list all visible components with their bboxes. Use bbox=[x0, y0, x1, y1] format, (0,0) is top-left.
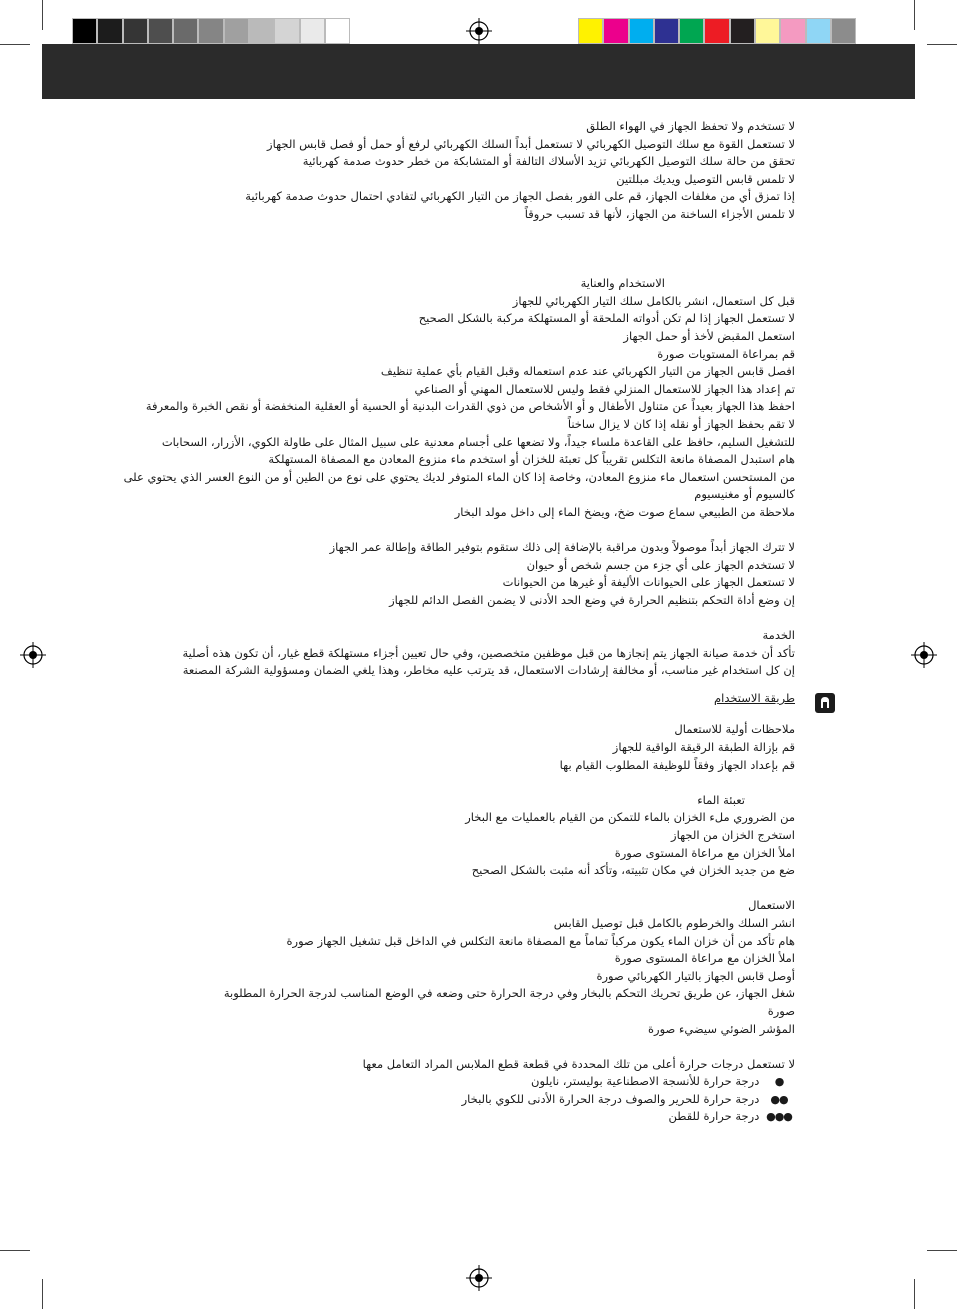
registration-mark-icon bbox=[20, 642, 46, 668]
color-swatch bbox=[224, 18, 249, 44]
color-swatch bbox=[123, 18, 148, 44]
temperature-label: درجة حرارة للقطن bbox=[668, 1109, 760, 1124]
color-swatch bbox=[704, 18, 729, 44]
text-line: احفظ هذا الجهاز بعيداً عن متناول الأطفال و أو الأشخاص من ذوي القدرات البدنية أو الحسية أو العقلية المنخفضة أو نقص الخبرة والمعرفة bbox=[145, 399, 795, 414]
color-swatch bbox=[148, 18, 173, 44]
iron-section-icon bbox=[815, 693, 835, 713]
color-swatch bbox=[730, 18, 755, 44]
color-swatch bbox=[679, 18, 704, 44]
text-line: استخرج الخزان من الجهاز bbox=[671, 827, 795, 842]
crop-mark bbox=[914, 0, 915, 30]
color-swatch-bar bbox=[578, 18, 856, 44]
text-line: لا تستعمل الجهاز على الحيوانات الأليفة أو غيرها من الحيوانات bbox=[502, 575, 795, 590]
text-line: لا تستعمل القوة مع سلك التوصيل الكهربائي لا تستعمل أبداً السلك الكهربائي لرفع أو حمل أو فصل قابس الجهاز bbox=[267, 136, 795, 151]
text-line: شغل الجهاز، عن طريق تحريك التحكم بالبخار وفي درجة الحرارة حتى وضعه في الوضع المناسب لدرجة الحرارة المطلوبة bbox=[223, 986, 795, 1001]
color-swatch bbox=[325, 18, 350, 44]
text-line: استعمل المقبض لأخذ أو حمل الجهاز bbox=[623, 328, 795, 343]
text-line: صورة bbox=[767, 1003, 795, 1018]
service-section bbox=[105, 627, 795, 680]
text-line: انشر السلك والخرطوم بالكامل قبل توصيل القابس bbox=[553, 915, 795, 930]
text-line: قبل كل استعمال، انشر بالكامل سلك التيار الكهربائي للجهاز bbox=[512, 293, 795, 308]
method-section bbox=[105, 690, 795, 1126]
crop-mark bbox=[927, 1250, 957, 1251]
crop-mark bbox=[42, 0, 43, 30]
text-line: المؤشر الضوئي سيضيء صورة bbox=[648, 1021, 795, 1036]
safety-section bbox=[105, 118, 795, 224]
registration-mark-icon bbox=[911, 642, 937, 668]
section-heading: ملاحظات أولية للاستعمال bbox=[674, 722, 795, 737]
text-line: للتشغيل السليم، حافظ على القاعدة ملساء جيداً، ولا تضعها على أجسام معدنية على سبيل المثال على طاولة الكوي، الأزرار، السحابات bbox=[161, 434, 795, 449]
color-swatch bbox=[97, 18, 122, 44]
temperature-row bbox=[105, 1073, 795, 1091]
text-line: تأكد أن خدمة صيانة الجهاز يتم إنجازها من قبل موظفين متخصصين، وفي حال تعيين أجزاء مستهلكة قطع غيار، أن تكون هذه أصلية bbox=[182, 645, 795, 660]
registration-mark-icon bbox=[466, 1265, 492, 1291]
text-line: املأ الخزان مع مراعاة المستوى صورة bbox=[614, 845, 795, 860]
section-heading: تعبئة الماء bbox=[697, 792, 745, 807]
temperature-label: درجة حرارة للأنسجة الاصطناعية بوليستر، نايلون bbox=[531, 1074, 760, 1089]
text-line: من المستحسن استعمال ماء منزوع المعادن، وخاصة إذا كان الماء المتوفر لديك يحتوي على نوع من الطين أو من النوع العسر الذي يحتوي على كالسيوم أو مغنيسيوم bbox=[123, 469, 795, 502]
text-line: من الضروري ملء الخزان بالماء للتمكن من القيام بالعمليات مع البخار bbox=[465, 810, 795, 825]
text-line: قم بمراعاة المستويات صورة bbox=[657, 346, 795, 361]
text-line: تم إعداد هذا الجهاز للاستعمال المنزلي فقط وليس للاستعمال المهني أو الصناعي bbox=[414, 381, 795, 396]
crop-mark bbox=[914, 1279, 915, 1309]
text-line: لا تلمس الأجزاء الساخنة من الجهاز، لأنها قد تسبب حروقاً bbox=[524, 206, 795, 221]
temperature-row bbox=[105, 1091, 795, 1109]
temperature-dots: ●●● bbox=[766, 1110, 792, 1124]
manual-content bbox=[105, 118, 795, 1126]
text-line: املأ الخزان مع مراعاة المستوى صورة bbox=[614, 951, 795, 966]
registration-mark-icon bbox=[466, 18, 492, 44]
gray-swatch-bar bbox=[72, 18, 350, 44]
text-line: لا تستعمل الجهاز إذا لم تكن أدواته الملحقة أو المستهلكة مركبة بالشكل الصحيح bbox=[418, 311, 795, 326]
text-line: لا تستخدم الجهاز على أي جزء من جسم شخص أو حيوان bbox=[526, 557, 795, 572]
text-line: إن وضع أداة التحكم بتنظيم الحرارة في وضع الحد الأدنى لا يضمن الفصل الدائم للجهاز bbox=[389, 592, 795, 607]
color-swatch bbox=[173, 18, 198, 44]
section-heading: الاستعمال bbox=[748, 898, 795, 913]
text-line: قم بإعداد الجهاز وفقاً للوظيفة المطلوب القيام بها bbox=[559, 757, 795, 772]
header-bar bbox=[42, 44, 915, 99]
section-heading: الاستخدام والعناية bbox=[580, 276, 665, 291]
text-line: ملاحظة من الطبيعي سماع صوت ضخ، ويضخ الماء إلى داخل مولد البخار bbox=[454, 504, 795, 519]
color-swatch bbox=[274, 18, 299, 44]
temperature-dots: ●● bbox=[770, 1092, 788, 1106]
text-line: هام استبدل المصفاة مانعة التكلس تقريباً كل تعبئة للخزان أو استخدم ماء منزوع المعادن مع المصفاة المستهلكة bbox=[268, 452, 795, 467]
color-swatch bbox=[198, 18, 223, 44]
section-heading: الخدمة bbox=[762, 628, 795, 643]
text-line: لا تقم بحفظ الجهاز أو نقله إذا كان لا يزال ساخناً bbox=[567, 416, 795, 431]
text-line: أوصل قابس الجهاز بالتيار الكهربائي صورة bbox=[596, 968, 795, 983]
color-swatch bbox=[578, 18, 603, 44]
text-line: لا تستخدم ولا تحفظ الجهاز في الهواء الطلق bbox=[586, 119, 795, 133]
color-swatch bbox=[654, 18, 679, 44]
color-swatch bbox=[603, 18, 628, 44]
crop-mark bbox=[42, 1279, 43, 1309]
crop-mark bbox=[0, 44, 30, 45]
temperature-label: درجة حرارة للحرير والصوف درجة الحرارة الأدنى للكوي بالبخار bbox=[461, 1091, 760, 1106]
text-line: لا تلمس قابس التوصيل ويديك مبللتين bbox=[616, 171, 795, 186]
text-line: إذا تمزق أي من مغلفات الجهاز، قم على الفور بفصل الجهاز من التيار الكهربائي لتفادي احتمال حدوث صدمة كهربائية bbox=[245, 189, 795, 204]
text-line: هام تأكد من أن خزان الماء يكون مركباً تماماً مع المصفاة مانعة التكلس في الداخل قبل تشغيل الجهاز صورة bbox=[286, 933, 795, 948]
text-line: لا تترك الجهاز أبداً موصولاً وبدون مراقبة بالإضافة إلى ذلك ستقوم بتوفير الطاقة وإطالة عمر الجهاز bbox=[329, 540, 795, 555]
usage-care-section bbox=[105, 275, 795, 609]
color-swatch bbox=[72, 18, 97, 44]
color-swatch bbox=[300, 18, 325, 44]
color-swatch bbox=[755, 18, 780, 44]
text-line: قم بإزالة الطبقة الرقيقة الواقية للجهاز bbox=[612, 740, 795, 754]
color-swatch bbox=[831, 18, 856, 44]
temperature-row bbox=[105, 1108, 795, 1126]
color-swatch bbox=[249, 18, 274, 44]
text-line: إن كل استخدام غير مناسب، أو مخالفة إرشادات الاستعمال، قد يترتب عليه مخاطر، وهذا يلغي الضمان ومسؤولية الشركة المصنعة bbox=[182, 663, 795, 678]
color-swatch bbox=[806, 18, 831, 44]
color-swatch bbox=[629, 18, 654, 44]
method-title: طريقة الاستخدام bbox=[714, 690, 795, 705]
temperature-dots: ● bbox=[774, 1075, 784, 1089]
crop-mark bbox=[927, 44, 957, 45]
text-line: ضع من جديد الخزان في مكان تثبيته، وتأكد أنه مثبت بالشكل الصحيح bbox=[471, 863, 795, 878]
color-swatch bbox=[780, 18, 805, 44]
text-line: لا تستعمل درجات حرارة أعلى من تلك المحددة في قطعة قطع الملابس المراد التعامل معها bbox=[362, 1056, 795, 1071]
text-line: تحقق من حالة سلك التوصيل الكهربائي تزيد الأسلاك التالفة أو المتشابكة من خطر حدوث صدمة كهربائية bbox=[302, 154, 795, 169]
text-line: افصل قابس الجهاز من التيار الكهربائي عند عدم استعماله وقبل القيام بأي عملية تنظيف bbox=[380, 364, 795, 379]
crop-mark bbox=[0, 1250, 30, 1251]
